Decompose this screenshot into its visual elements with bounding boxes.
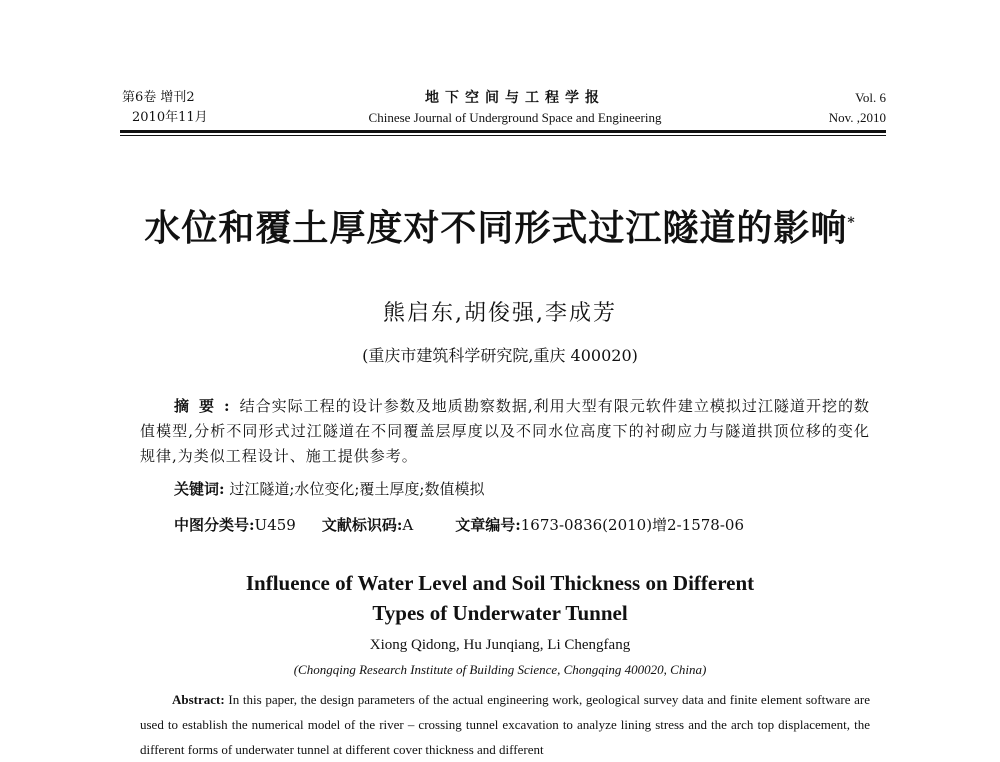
doc-code-value: A [402,516,414,534]
volume-en: Vol. 6 [855,90,886,105]
clc-value: U459 [254,516,296,534]
abstract-cn-label: 摘要: [174,397,240,415]
running-header-center [300,88,730,128]
abstract-cn-text: 结合实际工程的设计参数及地质勘察数据,利用大型有限元软件建立模拟过江隧道开挖的数值模型,分析不同形式过江隧道在不同覆盖层厚度以及不同水位高度下的衬砌应力与隧道拱顶位移的变化规律,为类似工程设计、施工提供参考。 [140,397,870,465]
affiliation-cn: (重庆市建筑科学研究院,重庆 400020) [362,346,638,365]
doc-code-label: 文献标识码: [321,516,403,534]
authors-cn: 熊启东,胡俊强,李成芳 [383,301,617,326]
date-cn: 2010年11月 [132,110,208,125]
paper-title-cn-text: 水位和覆土厚度对不同形式过江隧道的影响 [144,207,848,249]
abstract-en-label: Abstract: [172,692,225,707]
clc-label: 中图分类号: [174,516,255,534]
keywords-cn [174,478,874,500]
paper-title-en-line1: Influence of Water Level and Soil Thickness on Different [245,571,755,595]
article-number-value: 1673-0836(2010)增2-1578-06 [520,516,745,534]
date-en: Nov. ,2010 [828,110,886,125]
paper-title-cn [100,200,900,251]
abstract-en [140,687,870,762]
article-number-label: 文章编号: [455,516,521,534]
keywords-cn-label: 关键词: [174,480,225,498]
abstract-en-text: In this paper, the design parameters of the actual engineering work, geological survey data and finite element software are used to establish the numerical model of the river – crossing tunnel excavation to analyze lining stress and the arch top displacement, the different forms of underwater tunnel at different cover thickness and different [140,692,871,757]
header-rule-thin [120,135,886,136]
journal-name-en: Chinese Journal of Underground Space and Engineering [368,110,662,125]
journal-name-cn: 地下空间与工程学报 [425,90,605,106]
footnote-mark: * [847,215,856,231]
paper-title-en [150,568,850,628]
classification-line [174,514,894,536]
volume-issue-cn: 第6卷 增刊2 [122,90,195,105]
authors-en: Xiong Qidong, Hu Junqiang, Li Chengfang [369,637,631,653]
running-header-left [122,88,262,128]
running-header-right [760,88,886,128]
keywords-cn-text: 过江隧道;水位变化;覆土厚度;数值模拟 [229,480,485,498]
affiliation-en: (Chongqing Research Institute of Building Science, Chongqing 400020, China) [293,662,707,677]
abstract-cn [140,394,870,469]
paper-title-en-line2: Types of Underwater Tunnel [372,601,628,625]
header-rule-thick [120,130,886,133]
